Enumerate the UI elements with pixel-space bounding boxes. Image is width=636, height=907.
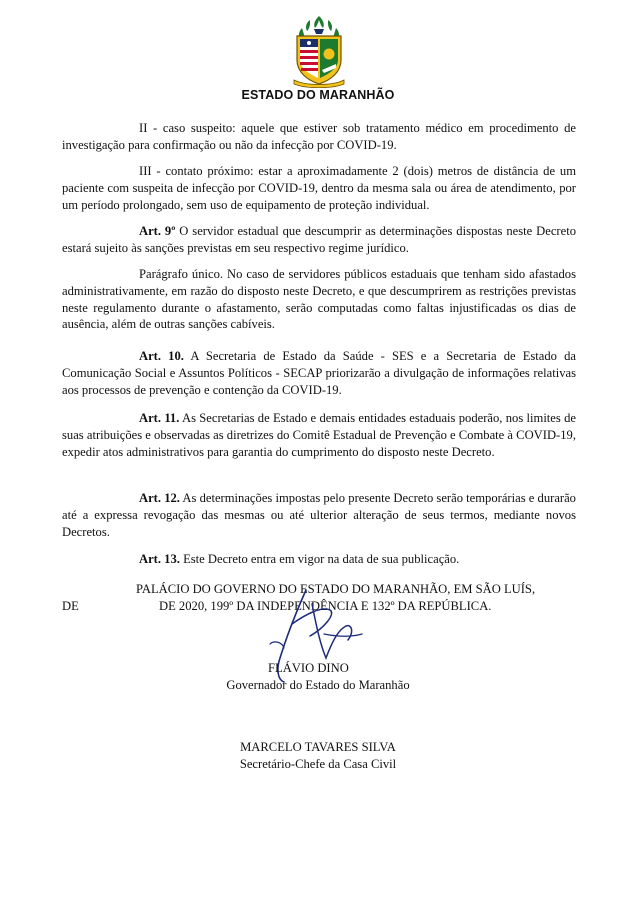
closing-de: DE	[62, 599, 79, 613]
art-12-label: Art. 12.	[139, 491, 180, 505]
item-iii-text: III - contato próximo: estar a aproximadamente 2 (dois) metros de distância de um paciente com suspeita de infecção por COVID-19, dentro da mesma sala ou área de atendimento, por um período prolongado, sem uso de equipamento de proteção individual.	[62, 164, 576, 212]
paragrafo-unico-text: Parágrafo único. No caso de servidores públicos estaduais que tenham sido afastados administrativamente, em razão do disposto neste Decreto, e que descumprirem as restrições previstas neste regulamento durante o afastamento, serão computadas como faltas injustificadas os dias de ausência, além de outras sanções cabíveis.	[62, 267, 576, 332]
paragraph-unico	[62, 266, 576, 333]
art-13-label: Art. 13.	[139, 552, 180, 566]
art-11-text: As Secretarias de Estado e demais entidades estaduais poderão, nos limites de suas atribuições e observadas as diretrizes do Comitê Estadual de Prevenção e Combate à COVID-19, expedir atos administrativos para garantia do cumprimento do disposto neste Decreto.	[62, 411, 576, 459]
art-12-text: As determinações impostas pelo presente Decreto serão temporárias e durarão até a expressa revogação das mesmas ou até ulterior alteração de seus termos, mediante novos Decretos.	[62, 491, 576, 539]
item-ii-text: II - caso suspeito: aquele que estiver sob tratamento médico em procedimento de investigação para confirmação ou não da infecção por COVID-19.	[62, 121, 576, 152]
paragraph-art-13	[62, 551, 576, 568]
closing-line-1: PALÁCIO DO GOVERNO DO ESTADO DO MARANHÃO, EM SÃO LUÍS,	[136, 582, 536, 596]
governor-name: FLÁVIO DINO	[268, 661, 349, 675]
paragraph-art-11	[62, 410, 576, 460]
secretary-name: MARCELO TAVARES SILVA	[240, 740, 396, 754]
closing-line-2: DE 2020, 199º DA INDEPENDÊNCIA E 132º DA REPÚBLICA.	[159, 599, 492, 613]
governor-title: Governador do Estado do Maranhão	[226, 678, 410, 692]
paragraph-item-ii	[62, 120, 576, 154]
art-10-text: A Secretaria de Estado da Saúde - SES e a Secretaria de Estado da Comunicação Social e Assuntos Políticos - SECAP priorizarão a divulgação de informações relativas aos processos de prevenção e contenção da COVID-19.	[62, 349, 576, 397]
paragraph-art-10	[62, 348, 576, 398]
paragraph-art-12	[62, 490, 576, 540]
paragraph-item-iii	[62, 163, 576, 213]
art-9-label: Art. 9º	[139, 224, 176, 238]
paragraph-art-9	[62, 223, 576, 257]
art-13-text: Este Decreto entra em vigor na data de sua publicação.	[183, 552, 460, 566]
state-heading: ESTADO DO MARANHÃO	[241, 88, 395, 102]
art-10-label: Art. 10.	[139, 349, 184, 363]
coat-of-arms-icon	[288, 14, 350, 88]
art-9-text: O servidor estadual que descumprir as determinações dispostas neste Decreto estará sujeito às sanções previstas em seu respectivo regime jurídico.	[62, 224, 576, 255]
secretary-title: Secretário-Chefe da Casa Civil	[239, 757, 397, 771]
art-11-label: Art. 11.	[139, 411, 180, 425]
